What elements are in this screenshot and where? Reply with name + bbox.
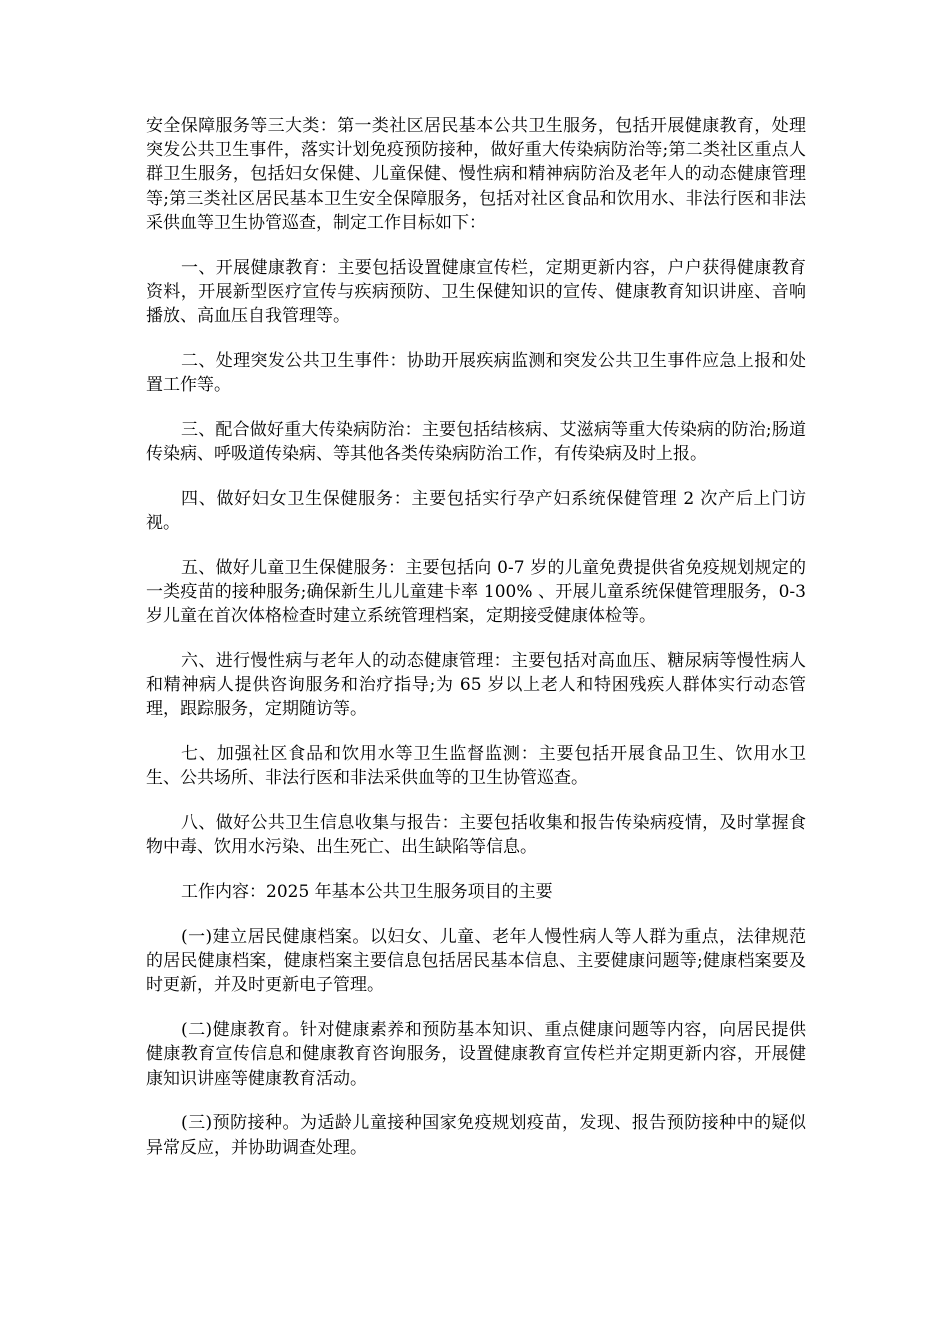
paragraph-goal-8: 八、做好公共卫生信息收集与报告：主要包括收集和报告传染病疫情，及时掌握食物中毒、饮用水污染、出生死亡、出生缺陷等信息。: [146, 813, 806, 858]
paragraph-item-2: (二)健康教育。针对健康素养和预防基本知识、重点健康问题等内容，向居民提供健康教育宣传信息和健康教育咨询服务，设置健康教育宣传栏并定期更新内容，开展健康知识讲座等健康教育活动。: [146, 1020, 806, 1089]
paragraph-item-1: (一)建立居民健康档案。以妇女、儿童、老年人慢性病人等人群为重点，法律规范的居民健康档案，健康档案主要信息包括居民基本信息、主要健康问题等;健康档案要及时更新，并及时更新电子管理。: [146, 927, 806, 996]
paragraph-goal-1: 一、开展健康教育：主要包括设置健康宣传栏，定期更新内容，户户获得健康教育资料，开展新型医疗宣传与疾病预防、卫生保健知识的宣传、健康教育知识讲座、音响播放、高血压自我管理等。: [146, 257, 806, 327]
document-page: [146, 114, 806, 1180]
paragraph-goal-5: 五、做好儿童卫生保健服务：主要包括向 0-7 岁的儿童免费提供省免疫规划规定的一类疫苗的接种服务;确保新生儿儿童建卡率 100% 、开展儿童系统保健管理服务，0-3 岁儿童在首次体格检查时建立系统管理档案，定期接受健康体检等。: [146, 557, 806, 627]
paragraph-goal-4: 四、做好妇女卫生保健服务：主要包括实行孕产妇系统保健管理 2 次产后上门访视。: [146, 488, 806, 534]
paragraph-goal-6: 六、进行慢性病与老年人的动态健康管理：主要包括对高血压、糖尿病等慢性病人和精神病人提供咨询服务和治疗指导;为 65 岁以上老人和特困残疾人群体实行动态管理，跟踪服务，定期随访等。: [146, 651, 806, 720]
paragraph-goal-7: 七、加强社区食品和饮用水等卫生监督监测：主要包括开展食品卫生、饮用水卫生、公共场所、非法行医和非法采供血等的卫生协管巡查。: [146, 744, 806, 789]
paragraph-item-3: (三)预防接种。为适龄儿童接种国家免疫规划疫苗，发现、报告预防接种中的疑似异常反应，并协助调查处理。: [146, 1113, 806, 1158]
paragraph-goal-2: 二、处理突发公共卫生事件：协助开展疾病监测和突发公共卫生事件应急上报和处置工作等。: [146, 350, 806, 396]
paragraph-intro: 安全保障服务等三大类：第一类社区居民基本公共卫生服务，包括开展健康教育，处理突发公共卫生事件，落实计划免疫预防接种，做好重大传染病防治等;第二类社区重点人群卫生服务，包括妇女保健、儿童保健、慢性病和精神病防治及老年人的动态健康管理等;第三类社区居民基本卫生安全保障服务，包括对社区食品和饮用水、非法行医和非法采供血等卫生协管巡查，制定工作目标如下：: [146, 116, 806, 233]
paragraph-goal-3: 三、配合做好重大传染病防治：主要包括结核病、艾滋病等重大传染病的防治;肠道传染病、呼吸道传染病、等其他各类传染病防治工作，有传染病及时上报。: [146, 419, 806, 465]
paragraph-work-content-heading: 工作内容：2025 年基本公共卫生服务项目的主要: [181, 882, 553, 903]
